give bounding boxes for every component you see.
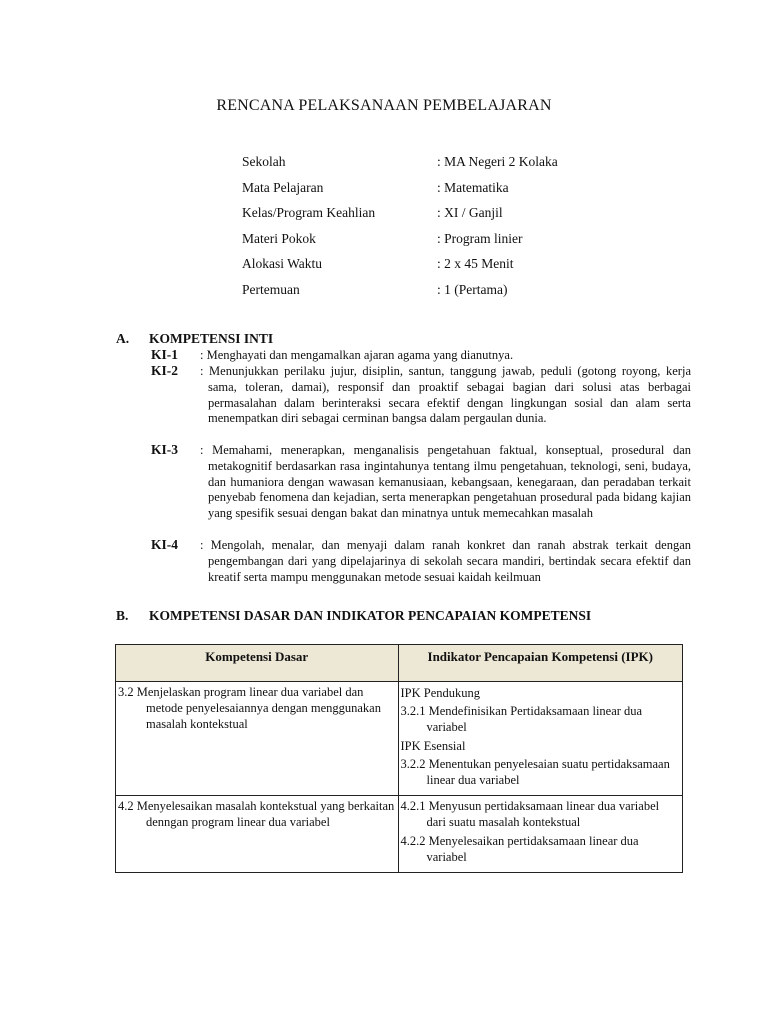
identity-label: Alokasi Waktu [242, 256, 323, 272]
table-row [116, 796, 683, 873]
ki-text: : Menunjukkan perilaku jujur, disiplin, santun, tanggung jawab, peduli (gotong royong, kerja sama, toleran, damai), responsif dan proaktif sebagai bagian dari solusi atas berbagai permasalahan dalam berinteraksi secara efektif dengan lingkungan sosial dan alam serta menempatkan diri sebagai cerminan bangsa dalam pergaulan dunia. [200, 364, 691, 426]
ipk-item: 4.2.2 Menyelesaikan pertidaksamaan linear dua variabel [400, 834, 639, 864]
identity-value: : MA Negeri 2 Kolaka [437, 154, 558, 169]
section-b-title: KOMPETENSI DASAR DAN INDIKATOR PENCAPAIAN KOMPETENSI [149, 608, 592, 623]
section-a-title: KOMPETENSI INTI [149, 331, 274, 346]
identity-label: Sekolah [242, 154, 286, 169]
ki-text: : Mengolah, menalar, dan menyaji dalam ranah konkret dan ranah abstrak terkait dengan pengembangan dari yang dipelajarinya di sekolah secara mandiri, bertindak secara efektif dan kreatif serta mampu menggunakan metode sesuai kaidah keilmuan [200, 538, 691, 584]
section-b-letter: B. [116, 608, 129, 623]
kd-cell [116, 682, 399, 796]
ipk-item: 4.2.1 Menyusun pertidaksamaan linear dua variabel dari suatu masalah kontekstual [400, 799, 660, 829]
ki-code: KI-1 [151, 347, 178, 362]
section-a-letter: A. [116, 331, 130, 346]
ki-code: KI-4 [151, 537, 178, 552]
ki-text: : Menghayati dan mengamalkan ajaran agama yang dianutnya. [200, 348, 514, 362]
ipk-item: 3.2.1 Mendefinisikan Pertidaksamaan linear dua variabel [400, 704, 643, 734]
ki-text: : Memahami, menerapkan, menganalisis pengetahuan faktual, konseptual, prosedural dan metakognitif berdasarkan rasa ingintahunya tentang ilmu pengetahuan, teknologi, seni, budaya, dan humaniora dengan wawasan kemanusiaan, kebangsaan, kenegaraan, dan peradaban terkait penyebab fenomena dan kejadian, serta menerapkan pengetahuan prosedural pada bidang kajian yang spesifik sesuai dengan bakat dan minatnya untuk memecahkan masalah [200, 443, 691, 521]
identity-value: : 1 (Pertama) [437, 281, 508, 297]
table-header-row [116, 645, 683, 682]
table-row [116, 682, 683, 796]
identity-value: : Matematika [437, 179, 509, 195]
identity-label: Kelas/Program Keahlian [242, 205, 376, 221]
identity-value: : XI / Ganjil [437, 205, 503, 221]
ki-code: KI-3 [151, 442, 178, 457]
ipk-item: 3.2.2 Menentukan penyelesaian suatu pertidaksamaan linear dua variabel [400, 757, 670, 787]
document-title: RENCANA PELAKSANAAN PEMBELAJARAN [216, 97, 552, 114]
ipk-heading: IPK Esensial [400, 739, 466, 753]
header-ipk: Indikator Pencapaian Kompetensi (IPK) [398, 645, 683, 682]
ki-code: KI-2 [151, 363, 178, 378]
header-kompetensi-dasar: Kompetensi Dasar [116, 645, 399, 682]
identity-label: Mata Pelajaran [242, 179, 324, 195]
ipk-cell [398, 796, 683, 873]
identity-label: Materi Pokok [242, 230, 316, 246]
kd-cell [116, 796, 399, 873]
ipk-cell [398, 682, 683, 796]
identity-label: Pertemuan [242, 281, 300, 297]
kd-text: 3.2 Menjelaskan program linear dua variabel dan metode penyelesaiannya dengan menggunakan masalah kontekstual [118, 685, 381, 731]
identity-value: : Program linier [437, 230, 523, 246]
identity-value: : 2 x 45 Menit [437, 256, 514, 272]
ipk-heading: IPK Pendukung [400, 686, 481, 700]
kd-text: 4.2 Menyelesaikan masalah kontekstual yang berkaitan denngan program linear dua variabel [118, 799, 395, 829]
competency-table [115, 644, 683, 873]
